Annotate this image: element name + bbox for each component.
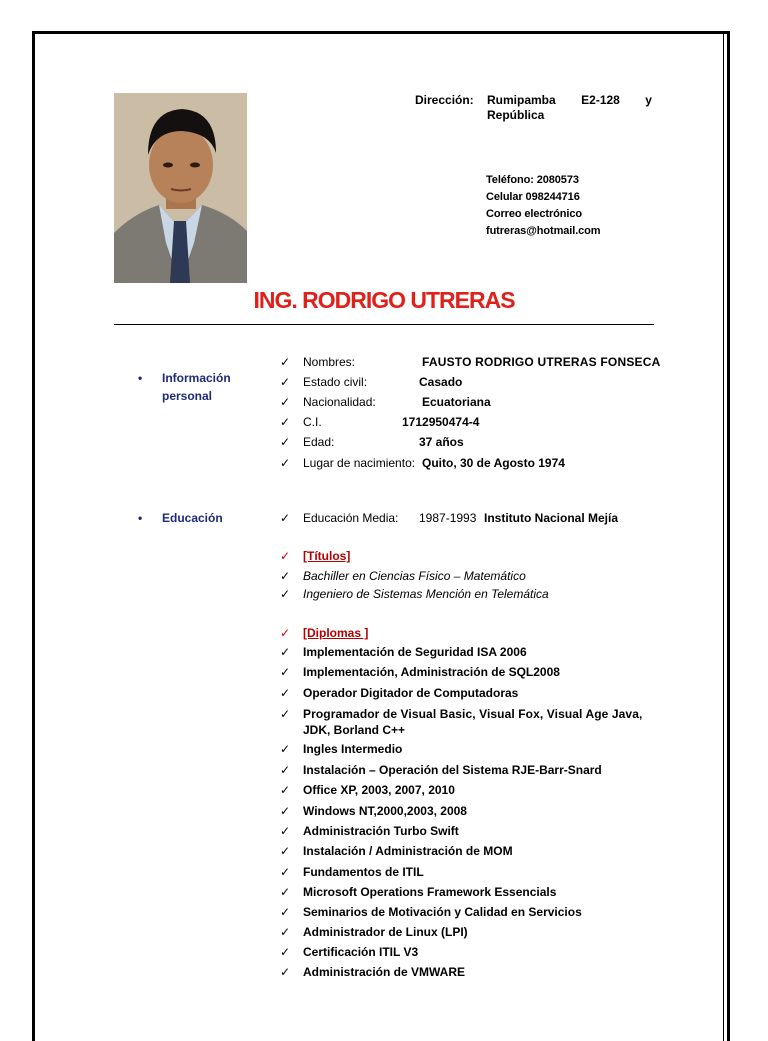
diploma-text: Administrador de Linux (LPI) [303,925,468,939]
diploma-text: Instalación – Operación del Sistema RJE-Barr-Snard [303,763,602,777]
check-icon: ✓ [280,549,291,563]
email-link[interactable]: futreras@hotmail.com [486,225,601,237]
field-label: Estado civil: [303,375,368,389]
address-line2: República [487,108,545,122]
titles-heading: [Títulos] [303,549,351,563]
diploma-text: Office XP, 2003, 2007, 2010 [303,783,455,797]
title-text: Ingeniero de Sistemas Mención en Telemática [303,587,549,601]
check-icon: ✓ [280,804,291,818]
check-icon: ✓ [280,925,291,939]
diplomas-heading: [Diplomas ] [303,626,369,640]
field-label: Nombres: [303,355,356,369]
section-title: Información [162,371,231,385]
check-icon: ✓ [280,587,291,601]
diploma-text: Windows NT,2000,2003, 2008 [303,804,467,818]
field-value: FAUSTO RODRIGO UTRERAS FONSECA [422,355,661,369]
field-label: Nacionalidad: [303,395,376,409]
check-icon: ✓ [280,763,291,777]
header-divider [114,324,654,325]
address-and: y [645,93,652,107]
field-label: Edad: [303,435,335,449]
section-personal-info [138,369,231,405]
check-icon: ✓ [280,665,291,679]
diploma-text: Programador de Visual Basic, Visual Fox, Visual Age Java, [303,707,643,721]
diploma-text: Implementación, Administración de SQL2008 [303,665,560,679]
diploma-text: Fundamentos de ITIL [303,865,424,879]
section-bullet: • [138,371,143,385]
check-icon: ✓ [280,395,291,409]
check-icon: ✓ [280,783,291,797]
address-number: E2-128 [581,93,620,107]
check-icon: ✓ [280,905,291,919]
check-icon: ✓ [280,415,291,429]
field-label: Educación Media: [303,511,399,525]
mobile: Celular 098244716 [486,191,580,203]
section-title: Educación [162,511,223,525]
field-value: Ecuatoriana [422,395,491,409]
check-icon: ✓ [280,511,291,525]
diploma-text: Ingles Intermedio [303,742,403,756]
check-icon: ✓ [280,865,291,879]
check-icon: ✓ [280,742,291,756]
field-value: 37 años [419,435,464,449]
check-icon: ✓ [280,355,291,369]
check-icon: ✓ [280,569,291,583]
check-icon: ✓ [280,965,291,979]
diploma-text: JDK, Borland C++ [303,723,406,737]
education-years: 1987-1993 [419,511,477,525]
check-icon: ✓ [280,844,291,858]
field-label: Lugar de nacimiento: [303,456,416,470]
title-text: Bachiller en Ciencias Físico – Matemático [303,569,526,583]
check-icon: ✓ [280,885,291,899]
check-icon: ✓ [280,375,291,389]
contact-block [486,172,600,240]
field-value: 1712950474-4 [402,415,480,429]
check-icon: ✓ [280,435,291,449]
check-icon: ✓ [280,945,291,959]
diploma-text: Operador Digitador de Computadoras [303,686,519,700]
profile-photo [114,93,247,283]
address-street: Rumipamba [487,93,556,107]
check-icon: ✓ [280,824,291,838]
phone: Teléfono: 2080573 [486,174,579,186]
field-value: Casado [419,375,463,389]
diploma-text: Seminarios de Motivación y Calidad en Servicios [303,905,582,919]
check-icon: ✓ [280,686,291,700]
check-icon: ✓ [280,707,291,721]
section-education [138,509,223,527]
address-label: Dirección: [415,93,474,107]
check-icon: ✓ [280,626,291,640]
diploma-text: Instalación / Administración de MOM [303,844,513,858]
section-bullet: • [138,511,143,525]
address-value [487,93,652,123]
check-icon: ✓ [280,645,291,659]
diploma-text: Administración de VMWARE [303,965,466,979]
email-label: Correo electrónico [486,208,583,220]
diploma-text: Implementación de Seguridad ISA 2006 [303,645,527,659]
diploma-text: Administración Turbo Swift [303,824,459,838]
candidate-name: ING. RODRIGO UTRERAS [253,287,515,313]
check-icon: ✓ [280,456,291,470]
diploma-text: Microsoft Operations Framework Essencials [303,885,557,899]
field-value: Quito, 30 de Agosto 1974 [422,456,565,470]
field-label: C.I. [303,415,322,429]
diploma-text: Certificación ITIL V3 [303,945,419,959]
education-school: Instituto Nacional Mejía [484,511,619,525]
section-title-line2: personal [162,389,213,403]
